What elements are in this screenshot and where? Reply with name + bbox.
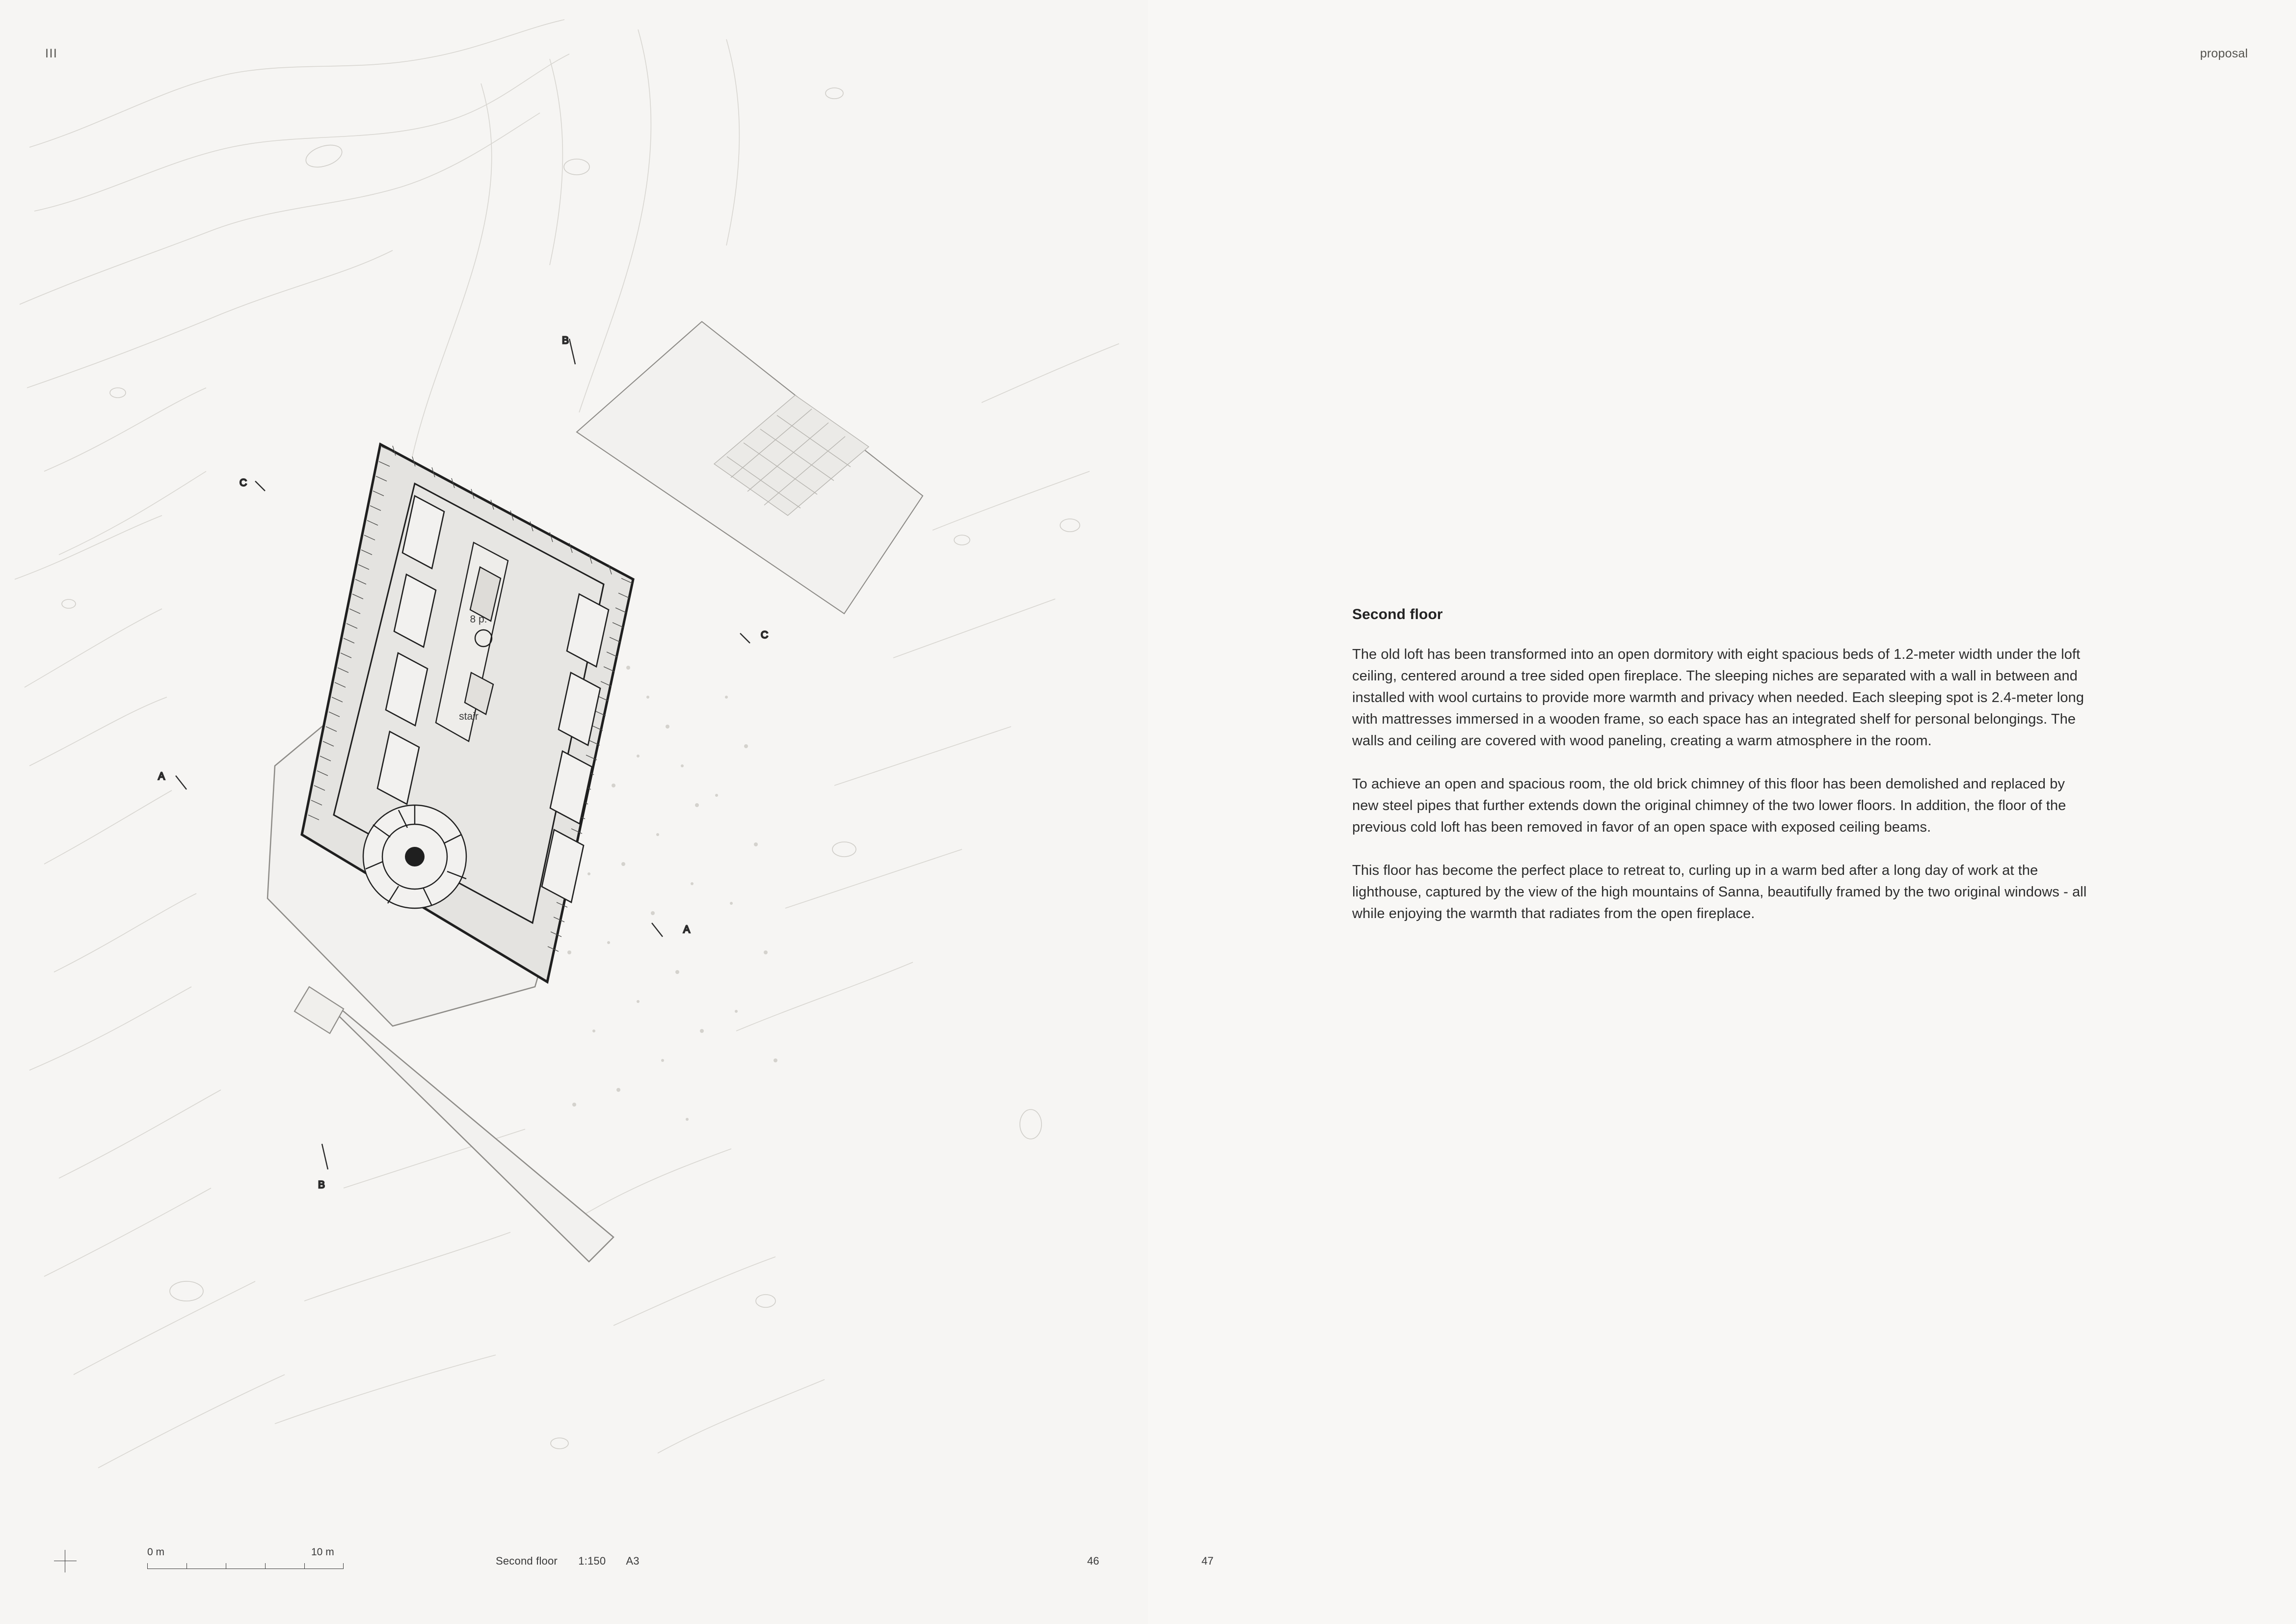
section-marker-a-right: A: [683, 924, 691, 935]
paragraph-1: The old loft has been transformed into an open dormitory with eight spacious beds of 1.2-meter width under the loft ceiling, centered around a tree sided open fireplace. The sleeping niches are separated with a wall in between and installed with wool curtains to provide more warmth and privacy when needed. Each sleeping spot is 2.4-meter long with mattresses immersed in a wooden frame, so each space has an integrated shelf for personal belongings. The walls and ceiling are covered with wood paneling, creating a warm atmosphere in the room.: [1352, 647, 2084, 749]
section-marker-a-left: A: [158, 771, 165, 782]
access-ramp: [314, 992, 614, 1262]
page-footer: [0, 1536, 2296, 1624]
caption-format: A3: [626, 1555, 640, 1567]
section-marker-b-top: B: [562, 335, 569, 346]
registration-mark-icon: [54, 1550, 77, 1572]
room-label-stair: stair: [459, 711, 479, 722]
caption-scale: 1:150: [578, 1555, 606, 1567]
entry-porch: [294, 987, 344, 1033]
section-label: proposal: [2200, 47, 2248, 60]
caption-title: Second floor: [496, 1555, 558, 1567]
chapter-mark: III: [45, 47, 58, 60]
scale-bar: [147, 1546, 344, 1569]
room-label-beds: 8 p.: [470, 614, 487, 625]
page-number-right: 47: [1201, 1555, 1214, 1567]
paragraph-2: To achieve an open and spacious room, the old brick chimney of this floor has been demolished and replaced by new steel pipes that further extends down the original chimney of the two lower floors. In addition, the floor of the previous cold loft has been removed in favor of an open space with exposed ceiling beams.: [1352, 776, 2066, 835]
body-text-column: [1352, 606, 2093, 924]
paragraph-3: This floor has become the perfect place to retreat to, curling up in a warm bed after a long day of work at the lighthouse, captured by the view of the high mountains of Sanna, beautifully framed by the two original windows - all while enjoying the warmth that radiates from the open fireplace.: [1352, 863, 2087, 921]
scale-end-label: 10 m: [311, 1546, 334, 1558]
section-marker-c-right: C: [761, 629, 769, 641]
section-marker-c-left: C: [240, 477, 247, 488]
drawing-caption: [496, 1555, 640, 1568]
page-number-left: 46: [1087, 1555, 1099, 1567]
spiral-stair: [363, 805, 466, 908]
section-marker-b-bottom: B: [318, 1179, 325, 1191]
page-title: Second floor: [1352, 606, 1443, 623]
scale-start-label: 0 m: [147, 1546, 165, 1558]
floor-plan-drawing: [0, 0, 1178, 1571]
